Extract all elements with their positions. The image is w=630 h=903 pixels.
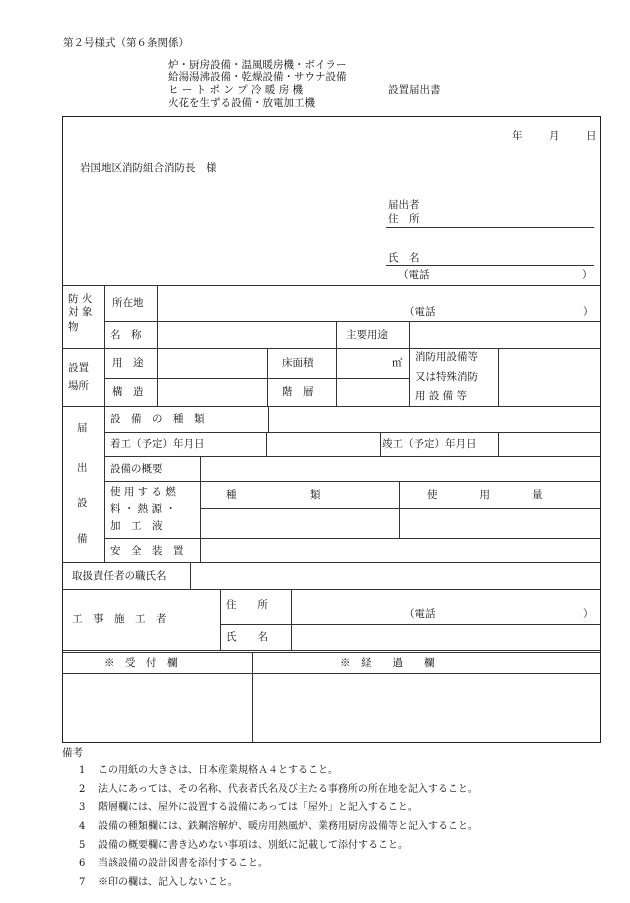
note-number: 4 xyxy=(79,821,86,832)
note-number: 1 xyxy=(79,765,86,776)
contractor-tel-open: （電話 xyxy=(404,608,436,620)
note-number: 6 xyxy=(79,858,86,869)
main-use-label: 主要用途 xyxy=(346,329,388,341)
note-number: 2 xyxy=(79,784,86,795)
notifier-label: 届出者 xyxy=(388,199,420,211)
location-tel-open: （電話 xyxy=(404,306,436,318)
title-line-1: 炉・厨房設備・温風暖房機・ボイラー xyxy=(168,59,347,71)
contractor-tel-close: ） xyxy=(583,608,594,620)
note-number: 7 xyxy=(79,877,86,888)
usage-amount-header: 使 用 量 xyxy=(427,489,543,501)
note-number: 5 xyxy=(79,840,86,851)
location-label: 所在地 xyxy=(112,297,144,309)
start-date-label: 着工（予定）年月日 xyxy=(110,438,205,450)
notes-header: 備考 xyxy=(62,747,83,759)
note-text: この用紙の大きさは、日本産業規格Ａ４とすること。 xyxy=(98,765,338,776)
structure-label: 構 造 xyxy=(112,386,144,398)
title-line-4: 火花を生ずる設備・放電加工機 xyxy=(168,97,315,109)
floor-label: 階 層 xyxy=(282,386,314,398)
note-number: 3 xyxy=(79,802,86,813)
use-label: 用 途 xyxy=(112,357,144,369)
note-text: ※印の欄は、記入しないこと。 xyxy=(98,877,238,888)
notifier-tel-close: ） xyxy=(582,269,593,281)
date-year: 年 xyxy=(512,130,523,142)
title-line-2: 給湯湯沸設備・乾燥設備・サウナ設備 xyxy=(168,71,347,83)
receipt-header: ※ 受 付 欄 xyxy=(104,657,178,669)
manager-label: 取扱責任者の職氏名 xyxy=(72,570,167,582)
date-month: 月 xyxy=(549,130,560,142)
target-name-label: 名 称 xyxy=(110,329,142,341)
address-underline xyxy=(386,227,594,228)
location-tel-close: ） xyxy=(583,306,594,318)
end-date-label: 竣工（予定）年月日 xyxy=(382,438,477,450)
form-number: 第２号様式（第６条関係） xyxy=(63,37,189,49)
note-text: 設備の概要欄に書き込めない事項は、別紙に記載して添付すること。 xyxy=(98,840,408,851)
notifier-tel-open: （電話 xyxy=(398,269,430,281)
notifier-address-label: 住 所 xyxy=(388,213,420,225)
title-suffix: 設置届出書 xyxy=(388,84,441,96)
contractor-address-label: 住 所 xyxy=(226,599,268,611)
note-text: 法人にあっては、その名称、代表者氏名及び主たる事務所の所在地を記入すること。 xyxy=(98,784,478,795)
name-underline xyxy=(386,265,594,266)
addressee: 岩国地区消防組合消防長 様 xyxy=(80,162,217,174)
note-text: 設備の種類欄には、鉄鋼溶解炉、暖房用熱風炉、業務用厨房設備等と記入すること。 xyxy=(98,821,478,832)
contractor-name-label: 氏 名 xyxy=(226,631,268,643)
notifier-name-label: 氏 名 xyxy=(388,252,420,264)
note-text: 階層欄には、屋外に設置する設備にあっては「屋外」と記入すること。 xyxy=(98,802,418,813)
floor-area-label: 床面積 xyxy=(282,357,314,369)
type-header: 種 類 xyxy=(226,489,321,501)
title-line-3: ヒ ー ト ポ ン プ 冷 暖 房 機 xyxy=(168,84,304,96)
date-day: 日 xyxy=(586,130,597,142)
progress-header: ※ 経 過 欄 xyxy=(340,657,435,669)
note-text: 当該設備の設計図書を添付すること。 xyxy=(98,858,268,869)
safety-device-label: 安 全 装 置 xyxy=(110,545,184,557)
equipment-type-label: 設 備 の 種 類 xyxy=(110,413,205,425)
equipment-summary-label: 設備の概要 xyxy=(110,463,163,475)
sqm-unit: ㎡ xyxy=(392,357,403,369)
contractor-label: 工 事 施 工 者 xyxy=(72,613,167,625)
form-frame xyxy=(62,116,601,743)
